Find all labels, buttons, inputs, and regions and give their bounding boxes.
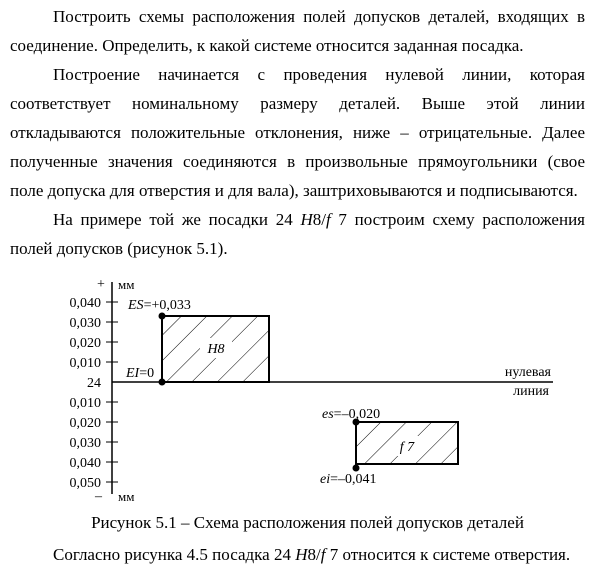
zero-line-label-bottom: линия	[513, 384, 549, 399]
shaft-ei-label	[320, 472, 377, 487]
hole-ei-label	[125, 366, 154, 381]
shaft-tolerance-label: f 7	[399, 440, 415, 455]
paragraph-conclusion-shaft: f	[320, 545, 326, 564]
paragraph-example-shaft: f	[325, 210, 331, 229]
paragraph-task: Построить схемы расположения полей допусков деталей, входящих в соединение. Определить, к какой системе относится заданная посадка.	[10, 7, 585, 55]
hole-tolerance-label: H8	[207, 342, 225, 357]
hole-ei-value: =0	[139, 366, 155, 381]
shaft-es-label	[322, 407, 380, 422]
tick-label: 0,030	[69, 316, 101, 331]
shaft-ei-symbol: ei	[320, 472, 331, 487]
shaft-ei-point	[353, 465, 360, 472]
hole-ei-point	[159, 379, 166, 386]
tick-label: 0,020	[69, 336, 101, 351]
paragraph-example-after: 7 построим схему расположения полей допусков (рисунок 5.1).	[10, 210, 585, 258]
paragraph-conclusion	[10, 540, 600, 569]
ticks-lower	[70, 396, 119, 491]
minus-sign: –	[95, 489, 102, 504]
paragraph-example-mid: 8/	[312, 210, 326, 229]
tick-label: 0,020	[69, 416, 101, 431]
hole-es-value: =+0,033	[143, 298, 191, 313]
tick-label: 0,050	[69, 476, 101, 491]
paragraph-method: Построение начинается с проведения нулевой линии, которая соответствует номинальному размеру деталей. Выше этой линии откладываются положительные отклонения, ниже – отрицательные. Далее полученные значения соединяются в произвольные прямоугольники (свое поле допуска для отверстия и для вала), заштриховываются и подписываются.	[10, 65, 585, 200]
hole-es-symbol: ES	[128, 298, 144, 313]
hole-es-label	[127, 298, 191, 313]
zero-line-label-top: нулевая	[504, 365, 551, 380]
shaft-es-symbol: es	[322, 407, 334, 422]
tick-label: 0,010	[69, 356, 101, 371]
tolerance-diagram	[0, 268, 615, 508]
tick-label: 0,010	[69, 396, 101, 411]
nominal-size-label: 24	[87, 376, 101, 391]
hole-es-point	[159, 313, 166, 320]
paragraph-conclusion-hole: H	[295, 545, 308, 564]
paragraph-conclusion-before: Согласно рисунка 4.5 посадка 24	[53, 545, 296, 564]
tick-label: 0,030	[69, 436, 101, 451]
paragraph-conclusion-mid: 8/	[307, 545, 321, 564]
plus-sign: +	[97, 277, 105, 292]
tick-label: 0,040	[69, 456, 101, 471]
ticks-upper	[70, 296, 119, 371]
figure-caption: Рисунок 5.1 – Схема расположения полей допусков деталей	[91, 513, 524, 532]
unit-bottom-label: мм	[118, 489, 135, 504]
unit-top-label: мм	[118, 277, 135, 292]
paragraph-conclusion-after: 7 относится к системе отверстия.	[325, 545, 571, 564]
shaft-es-value: =–0,020	[333, 407, 381, 422]
paragraph-example	[10, 205, 585, 263]
paragraph-example-hole: H	[300, 210, 313, 229]
shaft-ei-value: =–0,041	[330, 472, 377, 487]
tick-label: 0,040	[69, 296, 101, 311]
hole-ei-symbol: EI	[126, 366, 140, 381]
paragraph-example-before: На примере той же посадки 24	[53, 210, 301, 229]
